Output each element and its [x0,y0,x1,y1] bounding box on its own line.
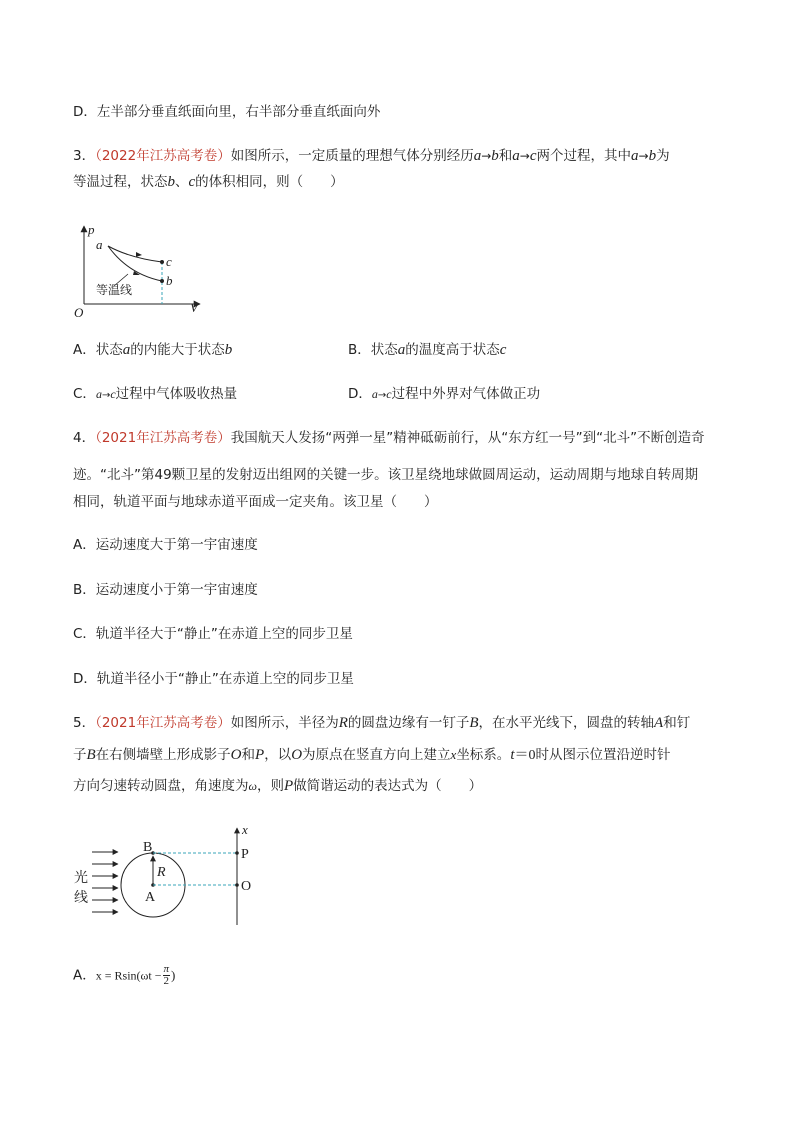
var-b: B [469,715,479,731]
label-O: O [74,305,84,320]
q2-option-d: D．左半部分垂直纸面向里，右半部分垂直纸面向外 [73,104,381,120]
option-text: 过程中外界对气体做正功 [391,386,541,402]
q5-stem-text: 如图所示，半径为 [230,715,339,731]
point-b [160,279,164,283]
q3-option-a [73,341,232,359]
var-omega: ω [248,779,257,793]
curve-a-to-c [108,246,162,262]
fraction-numerator: π [163,963,170,975]
option-text: 过程中气体吸收热量 [115,386,238,402]
isotherm-a-to-b [108,246,162,281]
option-text: B．状态 [348,342,398,358]
q3-sep: 、 [175,174,189,190]
q3-option-c [73,385,237,405]
q4-number: 4． [73,430,96,446]
var-a: a [122,342,131,358]
var-b: b [167,174,175,190]
q5-stem-text: 坐标系。 [456,747,511,763]
q5-number: 5． [73,715,96,731]
q3-source: （2022年江苏高考卷） [95,148,231,164]
label-light-1: 光 [74,870,88,886]
q3-stem-text: 两个过程，其中 [536,148,631,164]
var-a: a [512,148,520,164]
label-P: P [241,847,249,862]
var-c: c [529,148,537,164]
q5-option-a-formula: x = Rsin(ωt − [95,968,162,983]
arrow-icon: → [377,390,387,401]
var-c: c [188,174,196,190]
label-B: B [143,840,153,855]
q3-number: 3． [73,148,96,164]
q5-stem-line3 [73,777,482,795]
q5-stem-text: 方向匀速转动圆盘，角速度为 [73,778,249,794]
q5-stem-text: 子 [73,747,87,763]
q4-option-b: B．运动速度小于第一宇宙速度 [73,582,258,598]
q3-stem-text: 如图所示，一定质量的理想气体分别经历 [230,148,474,164]
q4-stem-line2: 迹。“北斗”第49颗卫星的发射迈出组网的关键一步。该卫星绕地球做圆周运动，运动周期与地球自转周期 [73,467,699,483]
arrow-icon: → [101,390,111,401]
q3-option-b [348,341,506,359]
var-r: R [338,715,348,731]
q3-pv-diagram [70,222,210,320]
var-o: O [230,747,242,763]
q5-stem-text: 的圆盘边缘有一钉子 [347,715,470,731]
q5-stem-text: 在右侧墙壁上形成影子 [95,747,231,763]
q5-stem-line2 [73,746,670,765]
q5-stem-text: 为原点在竖直方向上建立 [302,747,451,763]
q4-source: （2021年江苏高考卷） [95,430,231,446]
arrow-on-ac [136,252,142,257]
var-a: a [473,148,482,164]
var-a: a [631,148,639,164]
var-a: A [654,715,664,731]
label-V: V [190,300,198,315]
point-P [235,851,239,855]
q4-option-c: C．轨道半径大于“静止”在赤道上空的同步卫星 [73,626,353,642]
q5-stem-text: ，则 [256,778,284,794]
var-b: b [224,342,233,358]
label-O: O [241,879,252,894]
q4-option-d: D．轨道半径小于“静止”在赤道上空的同步卫星 [73,671,354,687]
q5-disk-diagram [70,820,270,930]
close-paren: ) [171,967,176,983]
q4-stem-line3: 相同，轨道平面与地球赤道平面成一定夹角。该卫星（ ） [73,494,438,510]
var-c: c [499,342,507,358]
q5-stem-text: 和 [241,747,256,763]
q5-stem-text: 做简谐运动的表达式为（ ） [293,778,483,794]
var-c: c [386,387,392,401]
label-b: b [166,273,173,288]
point-c [160,260,164,264]
var-p: P [255,747,265,763]
var-a: a [95,387,102,401]
var-a: a [371,387,378,401]
label-light-2: 线 [74,890,88,906]
q4-stem-text: 我国航天人发扬“两弹一星”精神砥砺前行，从“东方红一号”到“北斗”不断创造奇 [230,430,705,446]
label-isotherm: 等温线 [96,283,133,297]
arrow-icon: → [638,149,649,163]
fraction-denominator: 2 [163,975,170,987]
q5-stem-text: ，以 [264,747,292,763]
q5-stem-text: 时从图示位置沿逆时针 [535,747,671,763]
label-p: p [88,222,95,237]
var-b: b [491,148,499,164]
q4-option-a: A．运动速度大于第一宇宙速度 [73,537,258,553]
var-c: c [110,387,116,401]
var-o: O [291,747,303,763]
var-b: B [86,747,96,763]
var-t: t [510,747,515,763]
option-text: A．状态 [73,342,123,358]
label-A: A [145,890,156,905]
label-R: R [157,865,166,880]
q3-stem-line1 [73,147,670,165]
q3-stem-text: 的体积相同，则（ ） [195,174,344,190]
q4-stem-line1 [73,429,705,447]
arrow-icon: → [481,149,492,163]
option-text: 的内能大于状态 [130,342,225,358]
var-p: P [283,778,294,794]
option-text: A． [73,967,96,984]
q3-option-d [348,385,540,405]
q3-stem-text: 为 [656,148,670,164]
q5-stem-text: ，在水平光线下，圆盘的转轴 [478,715,655,731]
option-text: 的温度高于状态 [405,342,500,358]
q3-stem-text: 等温过程，状态 [73,174,168,190]
q3-and: 和 [498,148,513,164]
arrow-icon: → [519,149,530,163]
q5-stem-text: 和钉 [663,715,691,731]
option-text: C． [73,386,96,402]
var-b: b [648,148,657,164]
var-x: x [450,747,457,762]
q5-eq: ＝0 [514,748,536,763]
var-a: a [397,342,406,358]
q3-stem-line2 [73,173,344,191]
point-O [235,883,239,887]
option-text: D． [348,386,372,402]
q5-option-a [73,964,175,987]
label-c: c [166,254,172,269]
q5-source: （2021年江苏高考卷） [95,715,231,731]
q5-stem-line1 [73,714,690,732]
label-a: a [96,237,103,252]
fraction [163,964,171,987]
label-x: x [242,822,248,837]
